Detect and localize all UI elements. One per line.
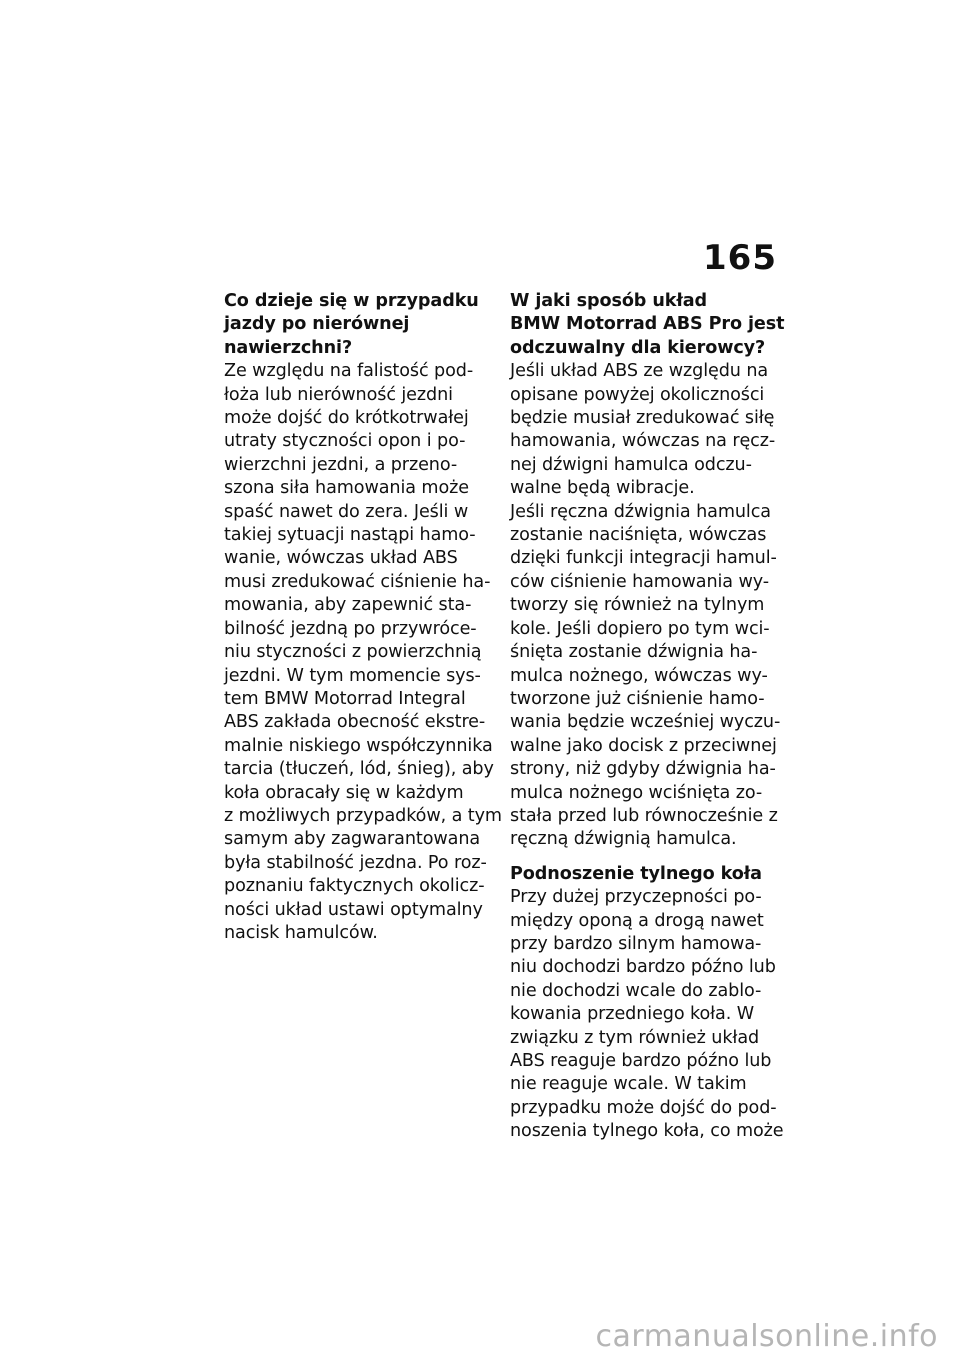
text-line: koła obracały się w każdym <box>224 782 464 803</box>
left-column <box>224 290 502 945</box>
text-line: kowania przedniego koła. W <box>510 1004 755 1025</box>
text-line: ABS zakłada obecność ekstre- <box>224 712 486 733</box>
text-line: walne będą wibracje. <box>510 478 695 499</box>
text-line: szona siła hamowania może <box>224 478 469 499</box>
text-line: będzie musiał zredukować siłę <box>510 408 775 429</box>
text-line: samym aby zagwarantowana <box>224 829 481 850</box>
text-line: walne jako docisk z przeciwnej <box>510 735 777 756</box>
text-line: opisane powyżej okoliczności <box>510 384 765 405</box>
text-line: śnięta zostanie dźwignia ha- <box>510 642 758 663</box>
text-line: spaść nawet do zera. Jeśli w <box>224 501 469 522</box>
text-line: wania będzie wcześniej wyczu- <box>510 712 781 733</box>
text-line: poznaniu faktycznych okolicz- <box>224 876 485 897</box>
text-line: musi zredukować ciśnienie ha- <box>224 571 491 592</box>
text-line: może dojść do krótkotrwałej <box>224 408 469 429</box>
text-line: kole. Jeśli dopiero po tym wci- <box>510 618 770 639</box>
text-line: takiej sytuacji nastąpi hamo- <box>224 525 476 546</box>
text-line: przy bardzo silnym hamowa- <box>510 933 762 954</box>
text-line: ców ciśnienie hamowania wy- <box>510 571 770 592</box>
text-line: Jeśli ręczna dźwignia hamulca <box>510 501 771 522</box>
section-heading-abs-pro-feel <box>510 290 785 360</box>
text-line: dzięki funkcji integracji hamul- <box>510 548 777 569</box>
text-line: łoża lub nierówność jezdni <box>224 384 453 405</box>
text-line: wierzchni jezdni, a przeno- <box>224 454 458 475</box>
section-heading-rear-wheel-lift <box>510 863 778 886</box>
text-line: jezdni. W tym momencie sys- <box>224 665 481 686</box>
text-line: ności układ ustawi optymalny <box>224 899 483 920</box>
text-line: między oponą a drogą nawet <box>510 910 764 931</box>
text-line: niu styczności z powierzchnią <box>224 642 482 663</box>
right-column <box>510 290 785 1144</box>
text-line: nej dźwigni hamulca odczu- <box>510 454 752 475</box>
page-number: 165 <box>703 238 777 278</box>
section-gap <box>510 852 778 863</box>
text-line: nie dochodzi wcale do zablo- <box>510 980 762 1001</box>
text-line: stała przed lub równocześnie z <box>510 805 778 826</box>
text-line: tem BMW Motorrad Integral <box>224 688 466 709</box>
text-line: wanie, wówczas układ ABS <box>224 548 458 569</box>
paragraph-rear-wheel-lift <box>510 886 784 1143</box>
text-line: przypadku może dojść do pod- <box>510 1097 777 1118</box>
text-line: Podnoszenie tylnego koła <box>510 863 762 884</box>
text-line: Przy dużej przyczepności po- <box>510 887 762 908</box>
text-line: Co dzieje się w przypadku <box>224 291 479 311</box>
text-line: tarcia (tłuczeń, lód, śnieg), aby <box>224 759 494 780</box>
text-line: utraty styczności opon i po- <box>224 431 466 452</box>
text-line: nacisk hamulców. <box>224 922 378 943</box>
text-line: ręczną dźwignią hamulca. <box>510 829 737 850</box>
text-line: BMW Motorrad ABS Pro jest <box>510 314 785 335</box>
text-line: była stabilność jezdna. Po roz- <box>224 852 487 873</box>
text-line: związku z tym również układ <box>510 1027 760 1048</box>
paragraph-brake-integration <box>510 501 781 852</box>
paragraph-uneven-surface <box>224 360 502 945</box>
text-line: Ze względu na falistość pod- <box>224 361 474 382</box>
text-line: nie reaguje wcale. W takim <box>510 1074 747 1095</box>
text-line: tworzone już ciśnienie hamo- <box>510 688 765 709</box>
text-line: mulca nożnego wciśnięta zo- <box>510 782 763 803</box>
text-line: W jaki sposób układ <box>510 291 708 311</box>
text-line: hamowania, wówczas na ręcz- <box>510 431 776 452</box>
text-line: jazdy po nierównej <box>224 314 410 335</box>
text-line: malnie niskiego współczynnika <box>224 735 493 756</box>
text-line: ABS reaguje bardzo późno lub <box>510 1051 772 1071</box>
text-line: niu dochodzi bardzo późno lub <box>510 957 776 978</box>
text-line: nawierzchni? <box>224 337 353 358</box>
text-line: bilność jezdną po przywróce- <box>224 618 477 639</box>
text-line: odczuwalny dla kierowcy? <box>510 337 766 358</box>
text-line: Jeśli układ ABS ze względu na <box>510 361 769 382</box>
text-line: z możliwych przypadków, a tym <box>224 805 502 826</box>
text-line: mowania, aby zapewnić sta- <box>224 595 472 616</box>
watermark-text: carmanualsonline.info <box>595 1319 938 1354</box>
text-line: noszenia tylnego koła, co może <box>510 1121 784 1142</box>
text-line: strony, niż gdyby dźwignia ha- <box>510 759 776 780</box>
text-line: zostanie naciśnięta, wówczas <box>510 525 767 546</box>
section-heading-uneven-surface <box>224 290 496 360</box>
text-line: tworzy się również na tylnym <box>510 595 765 616</box>
text-line: mulca nożnego, wówczas wy- <box>510 665 768 686</box>
paragraph-abs-vibration <box>510 360 778 500</box>
